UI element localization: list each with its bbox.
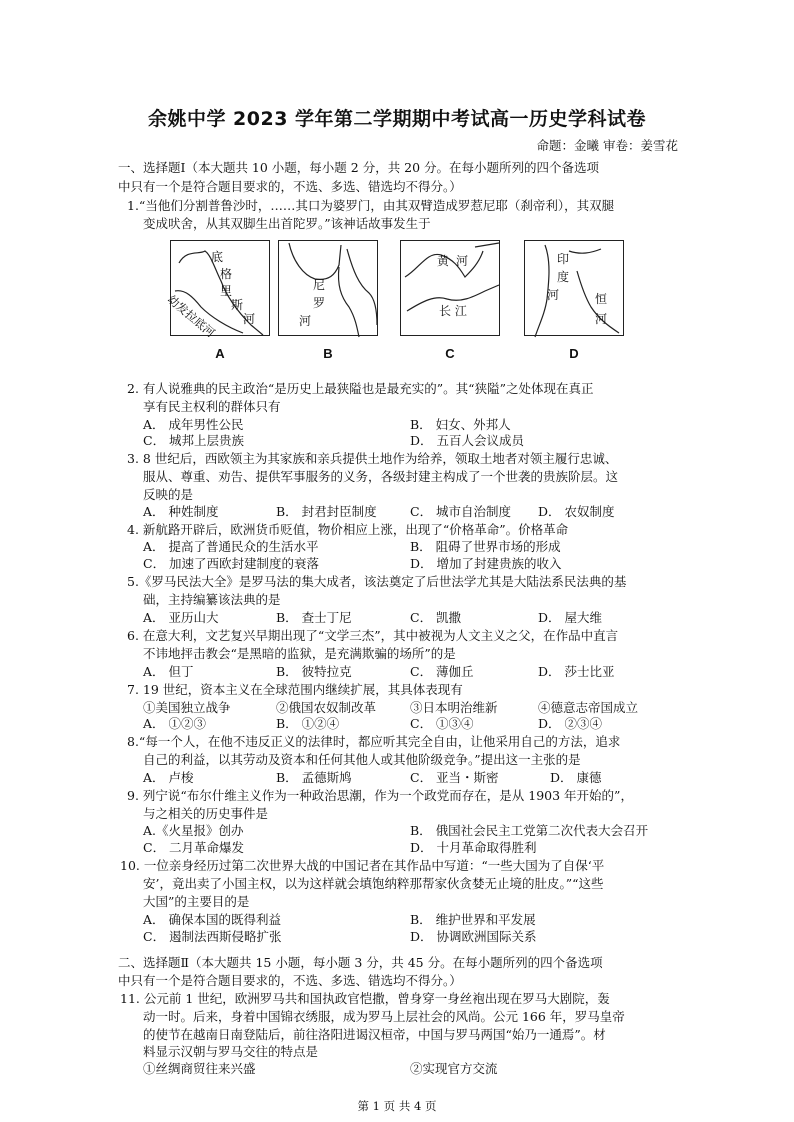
q9-option-d: D． 十月革命取得胜利 — [410, 840, 537, 855]
q10-line3: 大国”的主要目的是 — [143, 894, 250, 909]
map-d-label-3: 河 — [547, 288, 560, 302]
q7-item-4: ④德意志帝国成立 — [538, 700, 639, 715]
map-c-label-2: 河 — [456, 254, 469, 268]
map-d-letter: D — [569, 346, 579, 361]
q4-line1: 4. 新航路开辟后，欧洲货币贬值，物价相应上涨，出现了“价格革命”。价格革命 — [127, 522, 569, 537]
q9-line1: 9. 列宁说“布尔什维主义作为一种政治思潮，作为一个政党而存在，是从 1903 年开始的”， — [127, 788, 633, 803]
map-a-label-3: 里 — [220, 284, 233, 298]
q7-option-b: B． ①②④ — [276, 716, 340, 731]
q11-line3: 的使节在越南日南登陆后，前往洛阳进谒汉桓帝，中国与罗马两国“始乃一通焉”。材 — [143, 1027, 606, 1042]
q5-option-b: B． 查士丁尼 — [276, 610, 352, 625]
q6-option-b: B． 彼特拉克 — [276, 664, 352, 679]
q10-line2: 安’，竟出卖了小国主权，以为这样就会填饱纳粹那帮家伙贪婪无止境的肚皮。”“这些 — [143, 876, 604, 891]
map-a — [164, 240, 270, 340]
q1-line2: 变成吠舍，从其双脚生出首陀罗。”该神话故事发生于 — [143, 216, 431, 231]
q11-item-1: ①丝绸商贸往来兴盛 — [143, 1061, 256, 1076]
q6-line1: 6. 在意大利，文艺复兴早期出现了“文学三杰”，其中被视为人文主义之父，在作品中直言 — [127, 628, 619, 643]
q4-option-a: A． 提高了普通民众的生活水平 — [143, 539, 319, 554]
q5-option-d: D． 屋大维 — [538, 610, 602, 625]
map-c-letter: C — [445, 346, 455, 361]
q10-option-d: D． 协调欧洲国际关系 — [410, 929, 537, 944]
map-a-euphrates: 幼发拉底河 — [164, 292, 218, 340]
q3-option-b: B． 封君封臣制度 — [276, 504, 377, 519]
q7-option-d: D． ②③④ — [538, 716, 602, 731]
map-b-rivers — [279, 241, 379, 337]
map-d — [524, 240, 624, 336]
q3-option-d: D． 农奴制度 — [538, 504, 615, 519]
q5-line1: 5.《罗马民法大全》是罗马法的集大成者，该法奠定了后世法学尤其是大陆法系民法典的基 — [127, 574, 627, 589]
q7-item-1: ①美国独立战争 — [143, 700, 231, 715]
q10-option-b: B． 维护世界和平发展 — [410, 912, 536, 927]
map-a-letter: A — [215, 346, 225, 361]
map-c-rivers — [401, 241, 501, 337]
q10-option-a: A． 确保本国的既得利益 — [143, 912, 282, 927]
authors-line: 命题：金曦 审卷：姜雪花 — [536, 138, 678, 153]
section2-header-line2: 中只有一个是符合题目要求的，不选、多选、错选均不得分。） — [118, 973, 462, 988]
q6-line2: 不讳地抨击教会“是黑暗的监狱，是充满欺骗的场所”的是 — [143, 646, 456, 661]
q8-line2: 自己的利益，以其劳动及资本和任何其他人或其他阶级竞争。”提出这一主张的是 — [143, 752, 581, 767]
q8-option-c: C． 亚当・斯密 — [410, 770, 499, 785]
q1-maps — [164, 240, 632, 368]
q8-option-a: A． 卢梭 — [143, 770, 194, 785]
q9-line2: 与之相关的历史事件是 — [143, 806, 269, 821]
q11-line1: 11. 公元前 1 世纪，欧洲罗马共和国执政官恺撒，曾身穿一身丝袍出现在罗马大剧院，轰 — [120, 991, 610, 1006]
q2-line1: 2. 有人说雅典的民主政治“是历史上最狭隘也是最充实的”。其“狭隘”之处体现在真正 — [127, 381, 594, 396]
q11-line2: 动一时。后来，身着中国锦衣绣服，成为罗马上层社会的风尚。公元 166 年，罗马皇帝 — [143, 1009, 625, 1024]
q9-option-c: C． 二月革命爆发 — [143, 840, 245, 855]
q3-option-a: A． 种姓制度 — [143, 504, 219, 519]
q2-line2: 享有民主权利的群体只有 — [143, 399, 281, 414]
page-footer: 第 1 页 共 4 页 — [357, 1099, 437, 1113]
map-a-label-5: 河 — [243, 312, 256, 326]
section1-header-line1: 一、选择题Ⅰ（本大题共 10 小题，每小题 2 分，共 20 分。在每小题所列的四个备选项 — [118, 160, 600, 175]
q2-option-c: C． 城邦上层贵族 — [143, 433, 245, 448]
q2-option-b: B． 妇女、外邦人 — [410, 417, 511, 432]
q11-line4: 料显示汉朝与罗马交往的特点是 — [143, 1044, 319, 1059]
q10-line1: 10. 一位亲身经历过第二次世界大战的中国记者在其作品中写道：“一些大国为了自保‘平 — [120, 858, 605, 873]
q4-option-d: D． 增加了封建贵族的收入 — [410, 556, 562, 571]
map-c — [400, 240, 500, 336]
q3-line1: 3. 8 世纪后，西欧领主为其家族和亲兵提供土地作为给养，领取土地者对领主履行忠诚、 — [127, 451, 618, 466]
map-d-label-1: 印 — [557, 252, 570, 266]
q2-option-d: D． 五百人会议成员 — [410, 433, 524, 448]
map-b-letter: B — [323, 346, 333, 361]
map-c-label-3: 长 江 — [439, 304, 467, 318]
q7-line1: 7. 19 世纪，资本主义在全球范围内继续扩展，其具体表现有 — [127, 682, 463, 697]
q6-option-a: A． 但丁 — [143, 664, 194, 679]
q4-option-c: C． 加速了西欧封建制度的衰落 — [143, 556, 320, 571]
q3-line2: 服从、尊重、劝告、提供军事服务的义务，各级封建主构成了一个世袭的贵族阶层。这 — [143, 469, 619, 484]
map-a-label-2: 格 — [220, 267, 233, 281]
q7-item-3: ③日本明治维新 — [410, 700, 498, 715]
q9-option-b: B． 俄国社会民主工党第二次代表大会召开 — [410, 823, 649, 838]
q5-option-c: C． 凯撒 — [410, 610, 462, 625]
map-d-label-4: 恒 — [595, 292, 608, 306]
q8-option-b: B． 孟德斯鸠 — [276, 770, 352, 785]
q10-option-c: C． 遏制法西斯侵略扩张 — [143, 929, 282, 944]
map-a-label-1: 底 — [211, 250, 224, 264]
map-d-rivers — [525, 241, 625, 337]
q2-option-a: A． 成年男性公民 — [143, 417, 244, 432]
q9-option-a: A.《火星报》创办 — [143, 823, 244, 838]
q6-option-c: C． 薄伽丘 — [410, 664, 474, 679]
section1-header-line2: 中只有一个是符合题目要求的，不选、多选、错选均不得分。） — [118, 179, 462, 194]
map-d-label-5: 河 — [595, 312, 608, 326]
q8-line1: 8.“每一个人，在他不违反正义的法律时，都应听其完全自由，让他采用自己的方法，追求 — [127, 734, 621, 749]
q5-option-a: A． 亚历山大 — [143, 610, 219, 625]
q4-option-b: B． 阻碍了世界市场的形成 — [410, 539, 561, 554]
q11-item-2: ②实现官方交流 — [410, 1061, 498, 1076]
q6-option-d: D． 莎士比亚 — [538, 664, 615, 679]
map-b-label-2: 罗 — [313, 296, 326, 310]
map-b-label-3: 河 — [299, 314, 312, 328]
map-a-label-4: 斯 — [231, 298, 244, 312]
q3-line3: 反映的是 — [143, 487, 194, 502]
q7-item-2: ②俄国农奴制改革 — [276, 700, 377, 715]
q3-option-c: C． 城市自治制度 — [410, 504, 512, 519]
section2-header-line1: 二、选择题Ⅱ（本大题共 15 小题，每小题 3 分，共 45 分。在每小题所列的四个备选项 — [118, 955, 603, 970]
map-b-label-1: 尼 — [313, 278, 326, 292]
q7-option-c: C． ①③④ — [410, 716, 474, 731]
map-b — [278, 240, 378, 336]
q8-option-d: D． 康德 — [550, 770, 602, 785]
map-c-label-1: 黄 — [437, 254, 450, 268]
map-d-label-2: 度 — [557, 270, 570, 284]
q1-line1: 1.“当他们分割普鲁沙时，……其口为婆罗门，由其双臂造成罗惹尼耶（刹帝利），其双腿 — [127, 198, 615, 213]
q5-line2: 础，主持编纂该法典的是 — [143, 592, 281, 607]
exam-title: 余姚中学 2023 学年第二学期期中考试高一历史学科试卷 — [147, 108, 647, 130]
q7-option-a: A． ①②③ — [143, 716, 207, 731]
